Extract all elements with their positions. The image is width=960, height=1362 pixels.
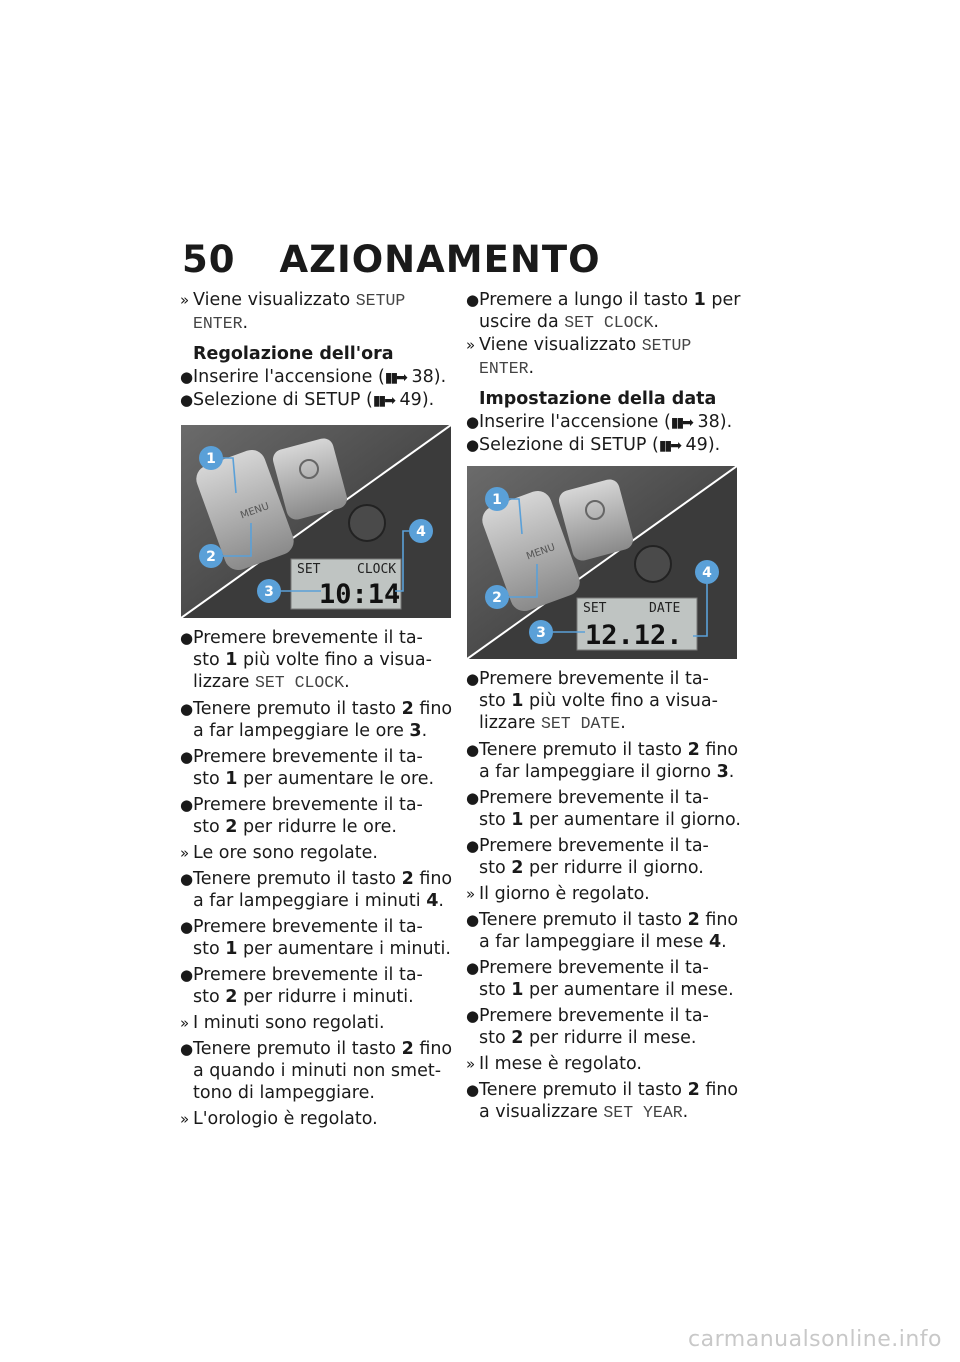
list-item: ● Tenere premuto il tasto 2 fino [180,699,453,719]
list-item: ● Premere brevemente il ta- [466,958,709,978]
list-item: ● Tenere premuto il tasto 2 fino [466,910,739,930]
list-item: ● Tenere premuto il tasto 2 fino [180,1039,453,1059]
bullet-icon: ● [180,966,194,984]
bullet-icon: ● [180,700,194,718]
bullet-icon: ● [466,413,480,431]
bullet-icon: ● [466,741,480,759]
watermark: carmanualsonline.info [688,1327,942,1352]
lcd-mode: DATE [649,601,681,616]
result-line: » Il giorno è regolato. [466,884,650,904]
svg-text:1: 1 [492,492,502,508]
knob-icon [349,505,385,541]
list-item: ● Premere brevemente il ta- [466,788,709,808]
result-line: » Le ore sono regolate. [180,843,378,863]
date-setting-figure [467,466,737,659]
display-text: SETUP ENTER [193,291,406,333]
bullet-icon: ● [180,870,194,888]
page-ref-arrow-icon: ▮▮➡ [670,415,692,431]
bullet-icon: ● [466,436,480,454]
bullet-icon: ● [466,789,480,807]
bullet-icon: ● [466,837,480,855]
svg-text:3: 3 [264,584,274,600]
result-arrow-icon: » [180,1110,190,1128]
page-header [182,238,601,281]
lcd-mode: CLOCK [357,562,397,577]
list-item: ● Selezione di SETUP (▮▮➡ 49). [180,390,435,410]
page-ref-arrow-icon: ▮▮➡ [372,393,394,409]
list-item: ● Tenere premuto il tasto 2 fino [466,740,739,760]
svg-text:2: 2 [492,590,502,606]
bullet-icon: ● [180,748,194,766]
bullet-icon: ● [466,959,480,977]
bullet-icon: ● [180,368,194,386]
list-item: ● Tenere premuto il tasto 2 fino [180,869,453,889]
page-number: 50 [182,238,236,281]
result-line: » I minuti sono regolati. [180,1013,385,1033]
left-column: » Viene visualizzato SETUP ENTER. Regolazione dell'ora ● Inserire l'accensione (▮▮➡ 38). ● Selezione di SETUP (▮▮➡ 49). MENU SET CLOCK 10:14 1 2 3 4 ● Premere brevemente il ta- sto 1 più volte fino a visua- lizzare SET CLOCK. ● Tenere premuto il tasto 2 fino a far lampeggiare le ore 3. ● Premere brevemente il ta- sto 1 per aumentare le ore. ● Premere brevemente il ta- sto 2 per ridurre le ore. » Le ore sono regolate. ● Tenere premuto il tasto 2 fino a far lampeggiare i minuti 4. ● Premere brevemente il ta- sto 1 per aumentare i minuti. ● Premere brevemente il ta- sto 2 per ridurre i minuti. » I minuti sono regolati. ● Tenere premuto il tasto 2 fino a quando i minuti non smet- tono di lampeggiare. » L'orologio è regolato. [180,289,465,1130]
bullet-icon: ● [180,629,194,647]
lcd-value: 12.12. [585,620,683,651]
bullet-icon: ● [466,911,480,929]
bullet-icon: ● [466,670,480,688]
bullet-icon: ● [180,918,194,936]
result-arrow-icon: » [466,885,476,903]
bullet-icon: ● [466,291,480,309]
list-item: ● Premere brevemente il ta- [180,795,423,815]
result-arrow-icon: » [466,336,476,354]
lcd-set: SET [583,601,607,616]
lcd-set: SET [297,562,321,577]
list-item: ● Selezione di SETUP (▮▮➡ 49). [466,435,721,455]
list-item: ● Premere brevemente il ta- [180,628,423,648]
svg-text:2: 2 [206,549,216,565]
result-line: » Il mese è regolato. [466,1054,642,1074]
result-arrow-icon: » [180,844,190,862]
bullet-icon: ● [466,1007,480,1025]
clock-setting-figure [181,425,451,618]
list-item: ● Tenere premuto il tasto 2 fino [466,1080,739,1100]
result-arrow-icon: » [180,1014,190,1032]
menu-label: MENU [525,541,557,563]
menu-label: MENU [239,500,271,522]
list-item: ● Premere brevemente il ta- [180,747,423,767]
list-item: ● Inserire l'accensione (▮▮➡ 38). [180,367,447,387]
page-ref-arrow-icon: ▮▮➡ [384,370,406,386]
right-column: ● Premere a lungo il tasto 1 per uscire da SET CLOCK. » Viene visualizzato SETUP ENTER. Impostazione della data ● Inserire l'accensione (▮▮➡ 38). ● Selezione di SETUP (▮▮➡ 49). MENU SET DATE 12.12. 1 2 3 4 ● Premere brevemente il ta- sto 1 più volte fino a visua- lizzare SET DATE. ● Tenere premuto il tasto 2 fino a far lampeggiare il giorno 3. ● Premere brevemente il ta- sto 1 per aumentare il giorno. ● Premere brevemente il ta- sto 2 per ridurre il giorno. » Il giorno è regolato. ● Tenere premuto il tasto 2 fino a far lampeggiare il mese 4. ● Premere brevemente il ta- sto 1 per aumentare il mese. ● Premere brevemente il ta- sto 2 per ridurre il mese. » Il mese è regolato. ● Tenere premuto il tasto 2 fino a visualizzare SET YEAR. [466,289,751,1124]
list-item: ● Premere brevemente il ta- [180,917,423,937]
bullet-icon: ● [466,1081,480,1099]
bullet-icon: ● [180,796,194,814]
svg-text:4: 4 [702,565,712,581]
bullet-icon: ● [180,1040,194,1058]
result-line: » Viene visualizzato SETUP ENTER. [180,290,406,333]
list-item: ● Inserire l'accensione (▮▮➡ 38). [466,412,733,432]
knob-icon [635,546,671,582]
section-heading-clock: Regolazione dell'ora [193,344,394,364]
lcd-value: 10:14 [319,579,401,610]
svg-text:3: 3 [536,625,546,641]
result-line: » Viene visualizzato SETUP ENTER. [466,335,692,378]
result-arrow-icon: » [466,1055,476,1073]
list-item: ● Premere brevemente il ta- [180,965,423,985]
svg-text:4: 4 [416,524,426,540]
list-item: ● Premere a lungo il tasto 1 per [466,290,741,310]
chapter-title: AZIONAMENTO [279,238,601,281]
list-item: ● Premere brevemente il ta- [466,836,709,856]
section-heading-date: Impostazione della data [479,389,717,409]
page-ref-arrow-icon: ▮▮➡ [658,438,680,454]
result-line: » L'orologio è regolato. [180,1109,378,1129]
bullet-icon: ● [180,391,194,409]
list-item: ● Premere brevemente il ta- [466,1006,709,1026]
svg-text:1: 1 [206,451,216,467]
list-item: ● Premere brevemente il ta- [466,669,709,689]
result-arrow-icon: » [180,291,190,309]
